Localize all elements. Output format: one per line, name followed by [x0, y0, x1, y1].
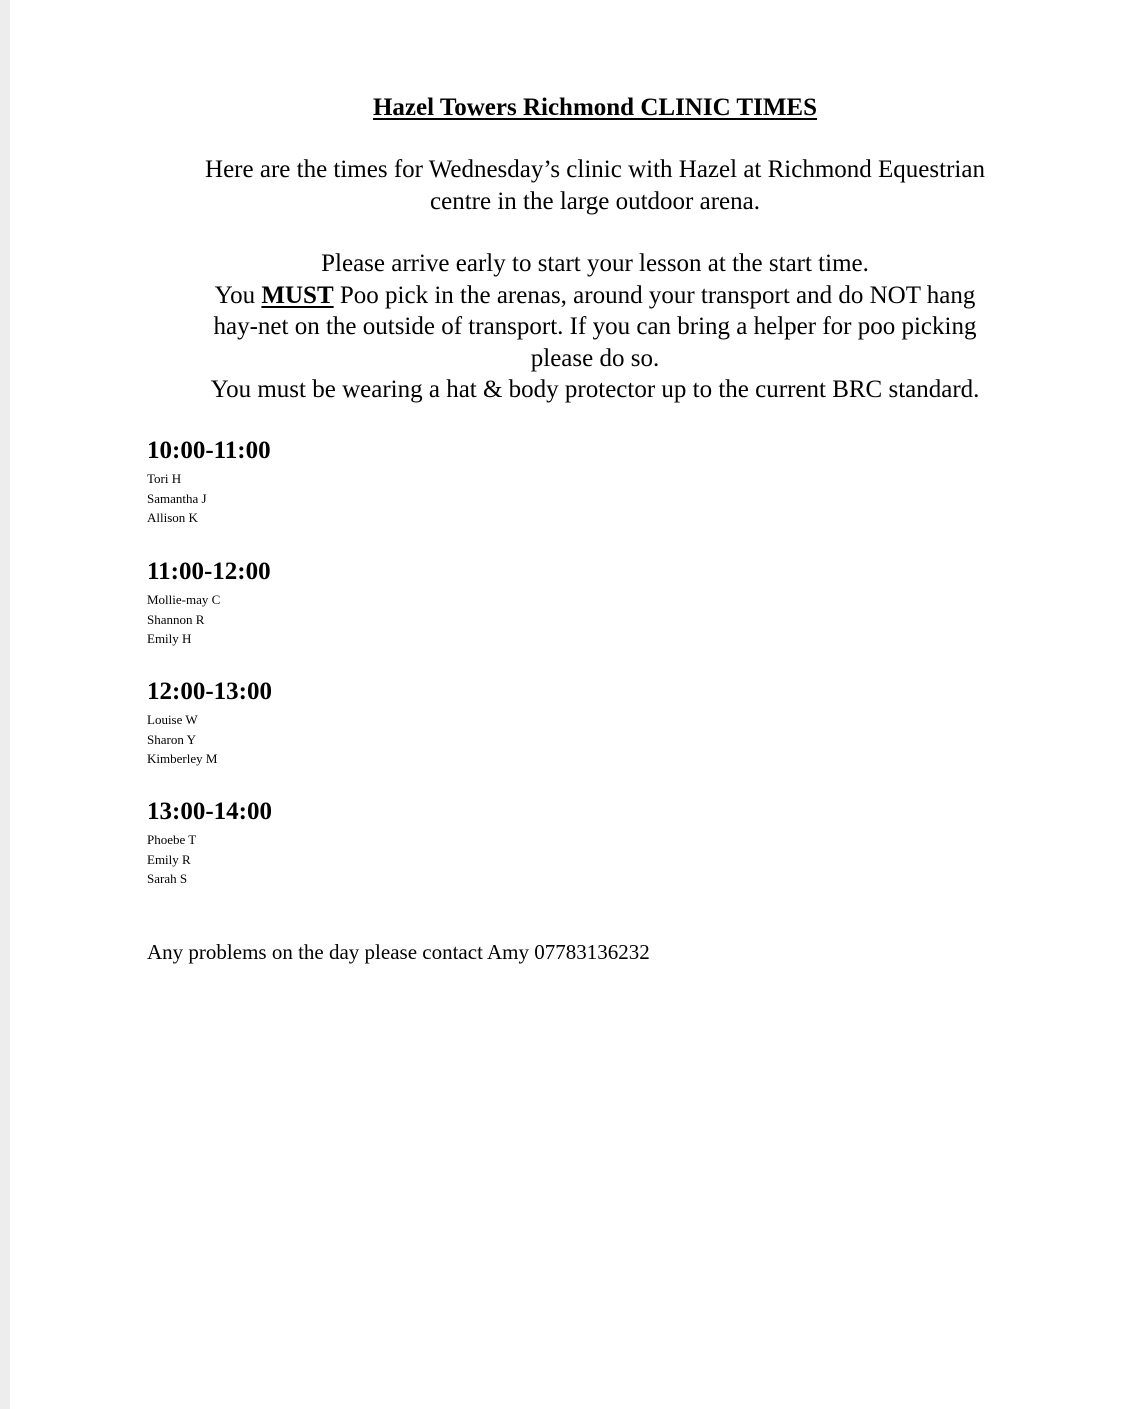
rider-name: Kimberley M: [147, 751, 218, 766]
contact-line: Any problems on the day please contact Amy 07783136232: [147, 940, 650, 964]
intro-paragraph: [10, 154, 1147, 217]
notice-line: [10, 280, 1147, 312]
rider-name: Emily H: [147, 631, 192, 646]
document-page: [10, 0, 1147, 1409]
rider-name: Mollie-may C: [147, 592, 221, 607]
time-slot: [147, 797, 547, 889]
notice-line: You must be wearing a hat & body protector up to the current BRC standard.: [210, 376, 980, 403]
notice-text: You: [214, 281, 262, 309]
slot-time: 10:00-11:00: [147, 437, 271, 464]
rider-name: Louise W: [147, 712, 198, 727]
rider-list: [147, 469, 547, 528]
document-title: Hazel Towers Richmond CLINIC TIMES: [372, 94, 818, 121]
rider-name: Sarah S: [147, 871, 188, 886]
rider-name: Allison K: [147, 510, 198, 525]
rider-name: Tori H: [147, 471, 182, 486]
time-slot: [147, 677, 547, 769]
intro-line: centre in the large outdoor arena.: [430, 187, 760, 215]
must-emphasis: MUST: [261, 281, 334, 309]
slot-time: 12:00-13:00: [147, 678, 272, 705]
slot-time: 13:00-14:00: [147, 798, 272, 825]
rider-name: Phoebe T: [147, 832, 197, 847]
rider-name: Sharon Y: [147, 731, 196, 747]
notice-paragraph: [10, 248, 1147, 406]
rider-name: Shannon R: [147, 611, 205, 627]
slot-time: 11:00-12:00: [147, 558, 271, 585]
time-slot: [147, 557, 547, 649]
rider-list: [147, 710, 547, 769]
rider-list: [147, 830, 547, 889]
rider-name: Samantha J: [147, 490, 207, 506]
time-slot: [147, 436, 547, 528]
notice-line: hay-net on the outside of transport. If you can bring a helper for poo picking: [213, 313, 977, 340]
notice-line: Please arrive early to start your lesson at the start time.: [321, 250, 869, 277]
rider-list: [147, 590, 547, 649]
intro-line: Here are the times for Wednesday’s clinic with Hazel at Richmond Equestrian: [205, 156, 985, 183]
rider-name: Emily R: [147, 851, 191, 867]
notice-line: please do so.: [530, 344, 660, 372]
notice-text: Poo pick in the arenas, around your transport and do NOT hang: [333, 281, 976, 309]
